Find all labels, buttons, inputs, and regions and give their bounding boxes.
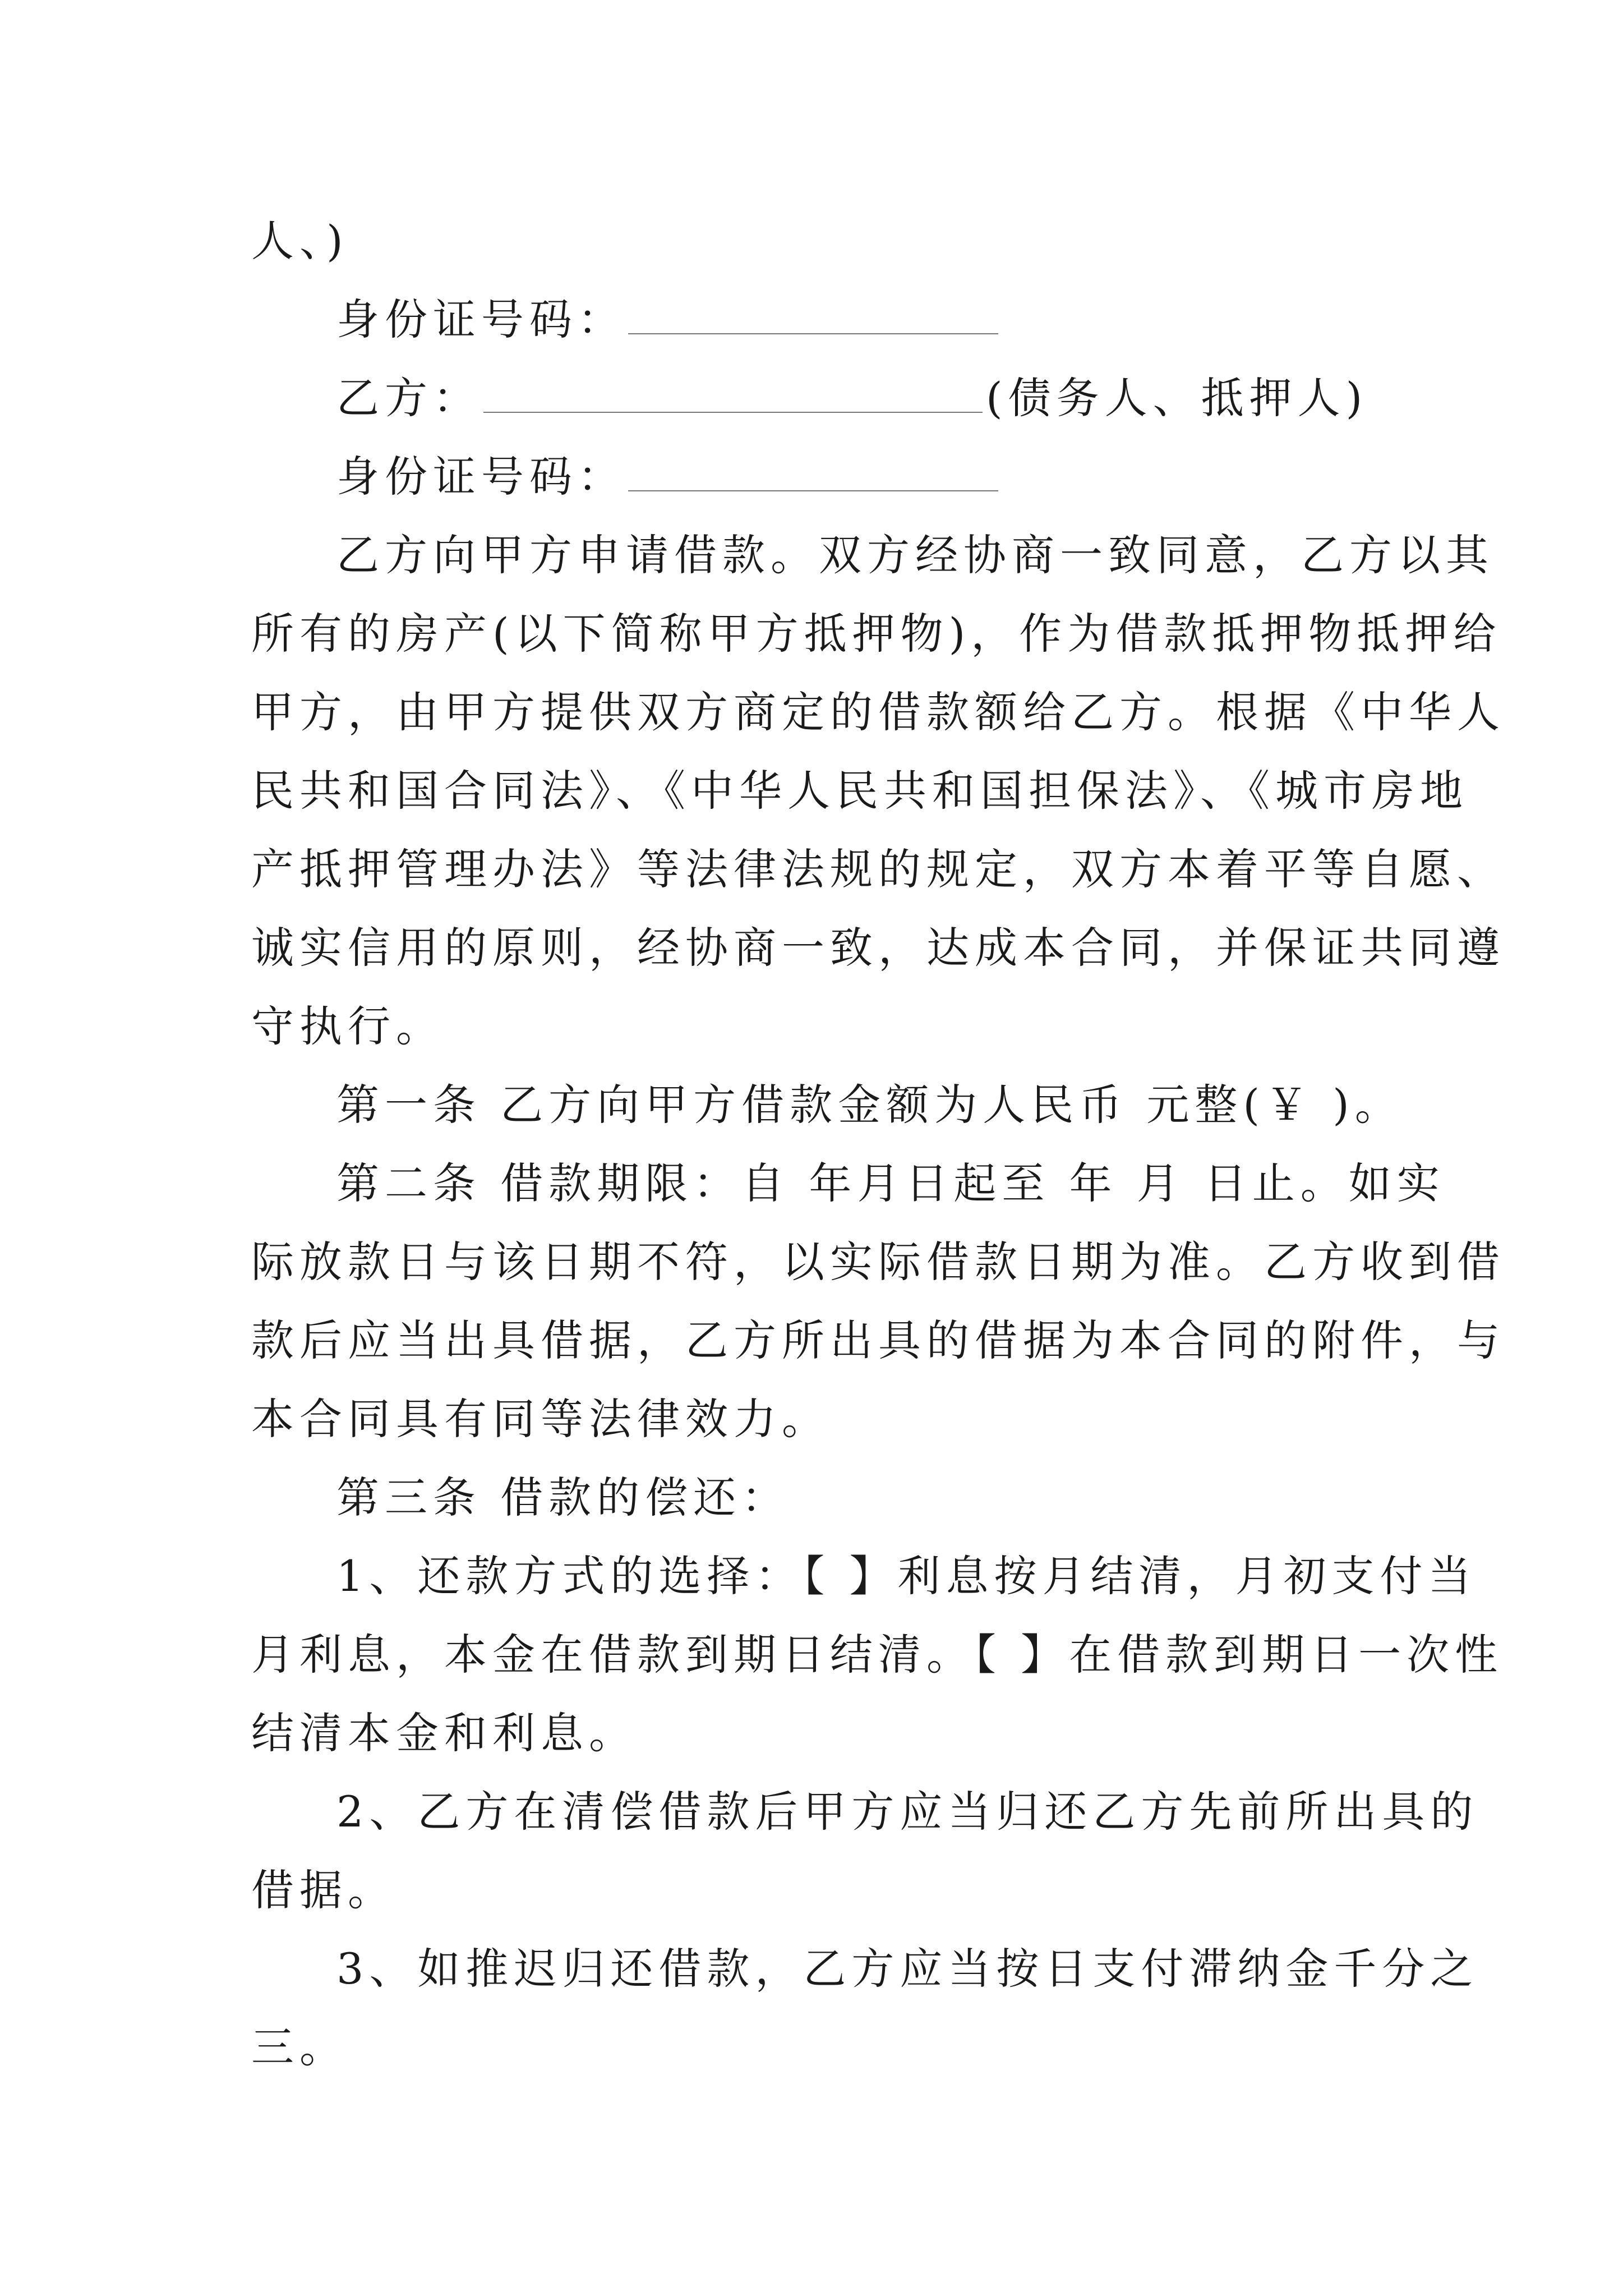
text-content: 本合同具有同等法律效力。 xyxy=(251,1394,830,1444)
text-line xyxy=(251,1860,1401,1921)
repayment-item-1 xyxy=(336,1545,1486,1607)
text-line xyxy=(336,524,1494,586)
text-line xyxy=(251,603,1502,665)
party-a-role-continued: 人、) xyxy=(251,216,349,266)
text-content: 甲方，由甲方提供双方商定的借款额给乙方。根据《中华人 xyxy=(251,687,1505,737)
party-b-id-row xyxy=(336,446,1486,508)
text-content: 第一条 乙方向甲方借款金额为人民币 元整(￥ )。 xyxy=(336,1080,1403,1130)
text-line xyxy=(251,2017,1401,2078)
text-line xyxy=(251,1388,1401,1450)
text-line xyxy=(251,1624,1504,1686)
text-content: 1、还款方式的选择：【 】利息按月结清，月初支付当 xyxy=(336,1551,1477,1601)
id-number-label: 身份证号码： xyxy=(336,452,626,501)
id-number-blank xyxy=(628,330,998,334)
article-2 xyxy=(336,1153,1486,1214)
party-b-role: (债务人、抵押人) xyxy=(986,373,1368,423)
text-content: 第三条 借款的偿还： xyxy=(336,1473,790,1522)
party-b-row xyxy=(336,367,1486,429)
party-a-id-row xyxy=(336,289,1486,351)
text-content: 产抵押管理办法》等法律法规的规定，双方本着平等自愿、 xyxy=(251,844,1505,894)
text-content: 结清本金和利息。 xyxy=(251,1708,637,1758)
id-number-blank xyxy=(628,487,998,491)
text-line xyxy=(251,839,1505,900)
text-line xyxy=(251,996,1401,1057)
text-line xyxy=(251,210,1401,272)
article-3-heading xyxy=(336,1467,1486,1529)
text-content: 诚实信用的原则，经协商一致，达成本合同，并保证共同遵 xyxy=(251,923,1505,973)
text-content: 三。 xyxy=(251,2022,348,2072)
text-line xyxy=(251,760,1468,822)
text-content: 借据。 xyxy=(251,1865,396,1915)
text-content: 月利息，本金在借款到期日结清。【 】在借款到期日一次性 xyxy=(251,1630,1504,1680)
text-content: 所有的房产(以下简称甲方抵押物)，作为借款抵押物抵押给 xyxy=(251,609,1502,659)
text-content: 民共和国合同法》、《中华人民共和国担保法》、《城市房地 xyxy=(251,766,1468,816)
id-number-label: 身份证号码： xyxy=(336,295,626,344)
text-line xyxy=(251,917,1505,979)
text-content: 2、乙方在清偿借款后甲方应当归还乙方先前所出具的 xyxy=(336,1787,1479,1837)
article-1 xyxy=(336,1074,1486,1136)
text-content: 款后应当出具借据，乙方所出具的借据为本合同的附件，与 xyxy=(251,1315,1505,1365)
text-line xyxy=(251,1310,1505,1372)
party-b-label: 乙方： xyxy=(336,373,481,423)
repayment-item-3 xyxy=(336,1938,1486,2000)
text-content: 乙方向甲方申请借款。双方经协商一致同意，乙方以其 xyxy=(336,530,1494,580)
text-content: 际放款日与该日期不符，以实际借款日期为准。乙方收到借 xyxy=(251,1237,1505,1287)
text-content: 守执行。 xyxy=(251,1001,444,1051)
text-line xyxy=(251,682,1505,743)
text-content: 第二条 借款期限：自 年月日起至 年 月 日止。如实 xyxy=(336,1158,1445,1208)
text-line xyxy=(251,1703,1401,1764)
party-b-name-blank xyxy=(483,408,983,413)
text-line xyxy=(251,1231,1505,1293)
text-content: 3、如推迟归还借款，乙方应当按日支付滞纳金千分之 xyxy=(336,1944,1479,1994)
repayment-item-2 xyxy=(336,1781,1486,1843)
